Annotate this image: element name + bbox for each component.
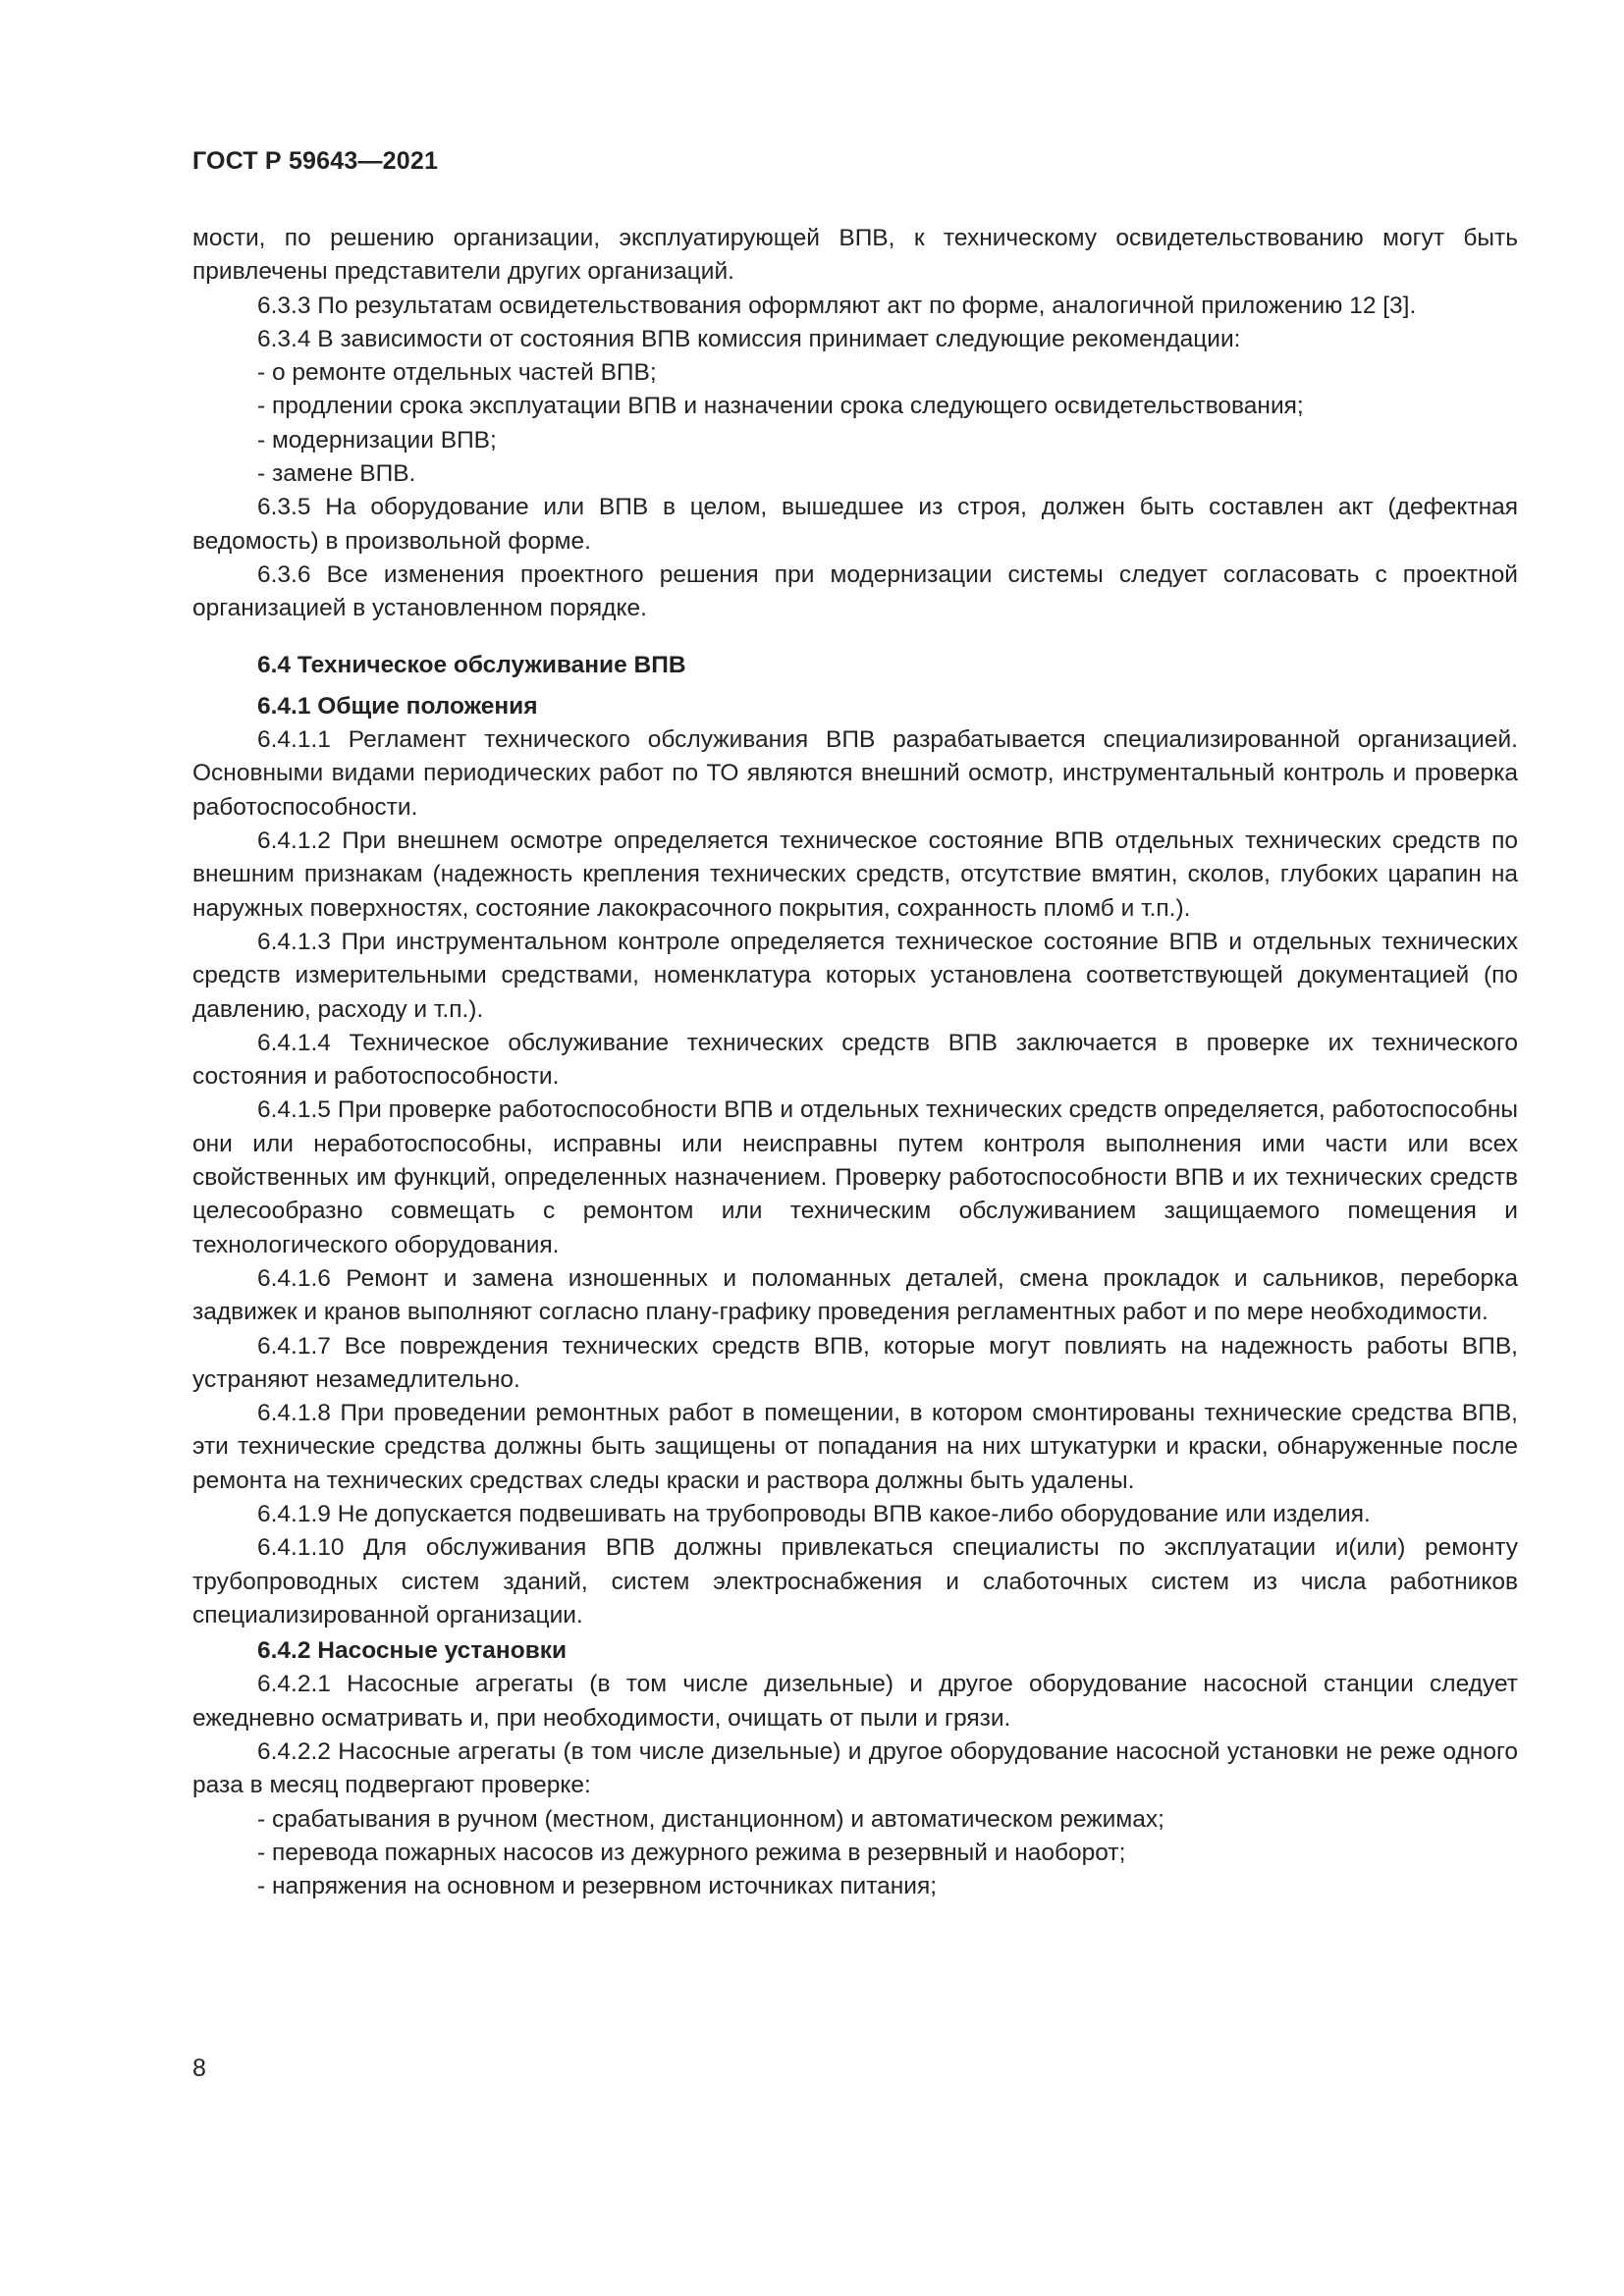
paragraph-6-4-1-9: 6.4.1.9 Не допускается подвешивать на трубопроводы ВПВ какое-либо оборудование или изделия. (257, 1500, 1371, 1527)
paragraph-6-3-4: 6.3.4 В зависимости от состояния ВПВ комиссия принимает следующие рекомендации: (257, 325, 1241, 352)
document-header: ГОСТ Р 59643—2021 (192, 147, 439, 175)
paragraph-6-4-1-6: 6.4.1.6 Ремонт и замена изношенных и поломанных деталей, смена прокладок и сальников, переборка задвижек и кранов выполняют согласно плану-графику проведения регламентных работ и по мере необходимости. (192, 1264, 1518, 1326)
subsection-heading-6-4-2: 6.4.2 Насосные установки (257, 1637, 568, 1665)
list-item: - срабатывания в ручном (местном, дистанционном) и автоматическом режимах; (257, 1805, 1164, 1833)
paragraph: мости, по решению организации, эксплуатирующей ВПВ, к техническому освидетельствованию могут быть привлечены представители других организаций. (192, 225, 1518, 286)
paragraph-6-4-1-3: 6.4.1.3 При инструментальном контроле определяется техническое состояние ВПВ и отдельных технических средств измерительными средствами, номенклатура которых установлена соответствующей документацией (по давлению, расходу и т.п.). (192, 928, 1518, 1023)
subsection-heading-6-4-1: 6.4.1 Общие положения (257, 692, 538, 720)
paragraph-6-4-1-4: 6.4.1.4 Техническое обслуживание технических средств ВПВ заключается в проверке их технического состояния и работоспособности. (192, 1029, 1518, 1091)
list-item: - модернизации ВПВ; (257, 426, 497, 454)
paragraph-6-3-3: 6.3.3 По результатам освидетельствования оформляют акт по форме, аналогичной приложению 12 [3]. (257, 292, 1417, 319)
paragraph-6-4-1-7: 6.4.1.7 Все повреждения технических средств ВПВ, которые могут повлиять на надежность работы ВПВ, устраняют незамедлительно. (192, 1332, 1518, 1393)
document-body (192, 222, 1518, 1904)
list-item: - перевода пожарных насосов из дежурного режима в резервный и наоборот; (257, 1839, 1126, 1866)
paragraph-6-3-5: 6.3.5 На оборудование или ВПВ в целом, вышедшее из строя, должен быть составлен акт (дефектная ведомость) в произвольной форме. (192, 494, 1518, 555)
paragraph-6-4-1-8: 6.4.1.8 При проведении ремонтных работ в помещении, в котором смонтированы технические средства ВПВ, эти технические средства должны быть защищены от попадания на них штукатурки и краски, обнаруженные после ремонта на технических средствах следы краски и раствора должны быть удалены. (192, 1400, 1518, 1494)
paragraph-6-3-6: 6.3.6 Все изменения проектного решения при модернизации системы следует согласовать с проектной организацией в установленном порядке. (192, 561, 1518, 622)
page-number: 8 (192, 2055, 206, 2082)
paragraph-6-4-1-5: 6.4.1.5 При проверке работоспособности ВПВ и отдельных технических средств определяется, работоспособны они или неработоспособны, исправны или неисправны путем контроля выполнения ими части или всех свойственных им функций, определенных назначением. Проверку работоспособности ВПВ и их технических средств целесообразно совмещать с ремонтом или техническим обслуживанием защищаемого помещения и технологического оборудования. (192, 1096, 1518, 1258)
paragraph-6-4-1-10: 6.4.1.10 Для обслуживания ВПВ должны привлекаться специалисты по эксплуатации и(или) ремонту трубопроводных систем зданий, систем электроснабжения и слаботочных систем из числа работников специализированной организации. (192, 1534, 1518, 1629)
paragraph-6-4-2-2: 6.4.2.2 Насосные агрегаты (в том числе дизельные) и другое оборудование насосной установки не реже одного раза в месяц подвергают проверке: (192, 1738, 1518, 1799)
paragraph-6-4-1-1: 6.4.1.1 Регламент технического обслуживания ВПВ разрабатывается специализированной организацией. Основными видами периодических работ по ТО являются внешний осмотр, инструментальный контроль и проверка работоспособности. (192, 726, 1518, 821)
section-heading-6-4: 6.4 Техническое обслуживание ВПВ (257, 651, 686, 678)
list-item: - замене ВПВ. (257, 460, 416, 488)
list-item: - продлении срока эксплуатации ВПВ и назначении срока следующего освидетельствования; (257, 393, 1304, 420)
list-item: - о ремонте отдельных частей ВПВ; (257, 359, 657, 387)
list-item: - напряжения на основном и резервном источниках питания; (257, 1873, 938, 1900)
paragraph-6-4-1-2: 6.4.1.2 При внешнем осмотре определяется техническое состояние ВПВ отдельных технических средств по внешним признакам (надежность крепления технических средств, отсутствие вмятин, сколов, глубоких царапин на наружных поверхностях, состояние лакокрасочного покрытия, сохранность пломб и т.п.). (192, 828, 1518, 922)
paragraph-6-4-2-1: 6.4.2.1 Насосные агрегаты (в том числе дизельные) и другое оборудование насосной станции следует ежедневно осматривать и, при необходимости, очищать от пыли и грязи. (192, 1671, 1518, 1732)
